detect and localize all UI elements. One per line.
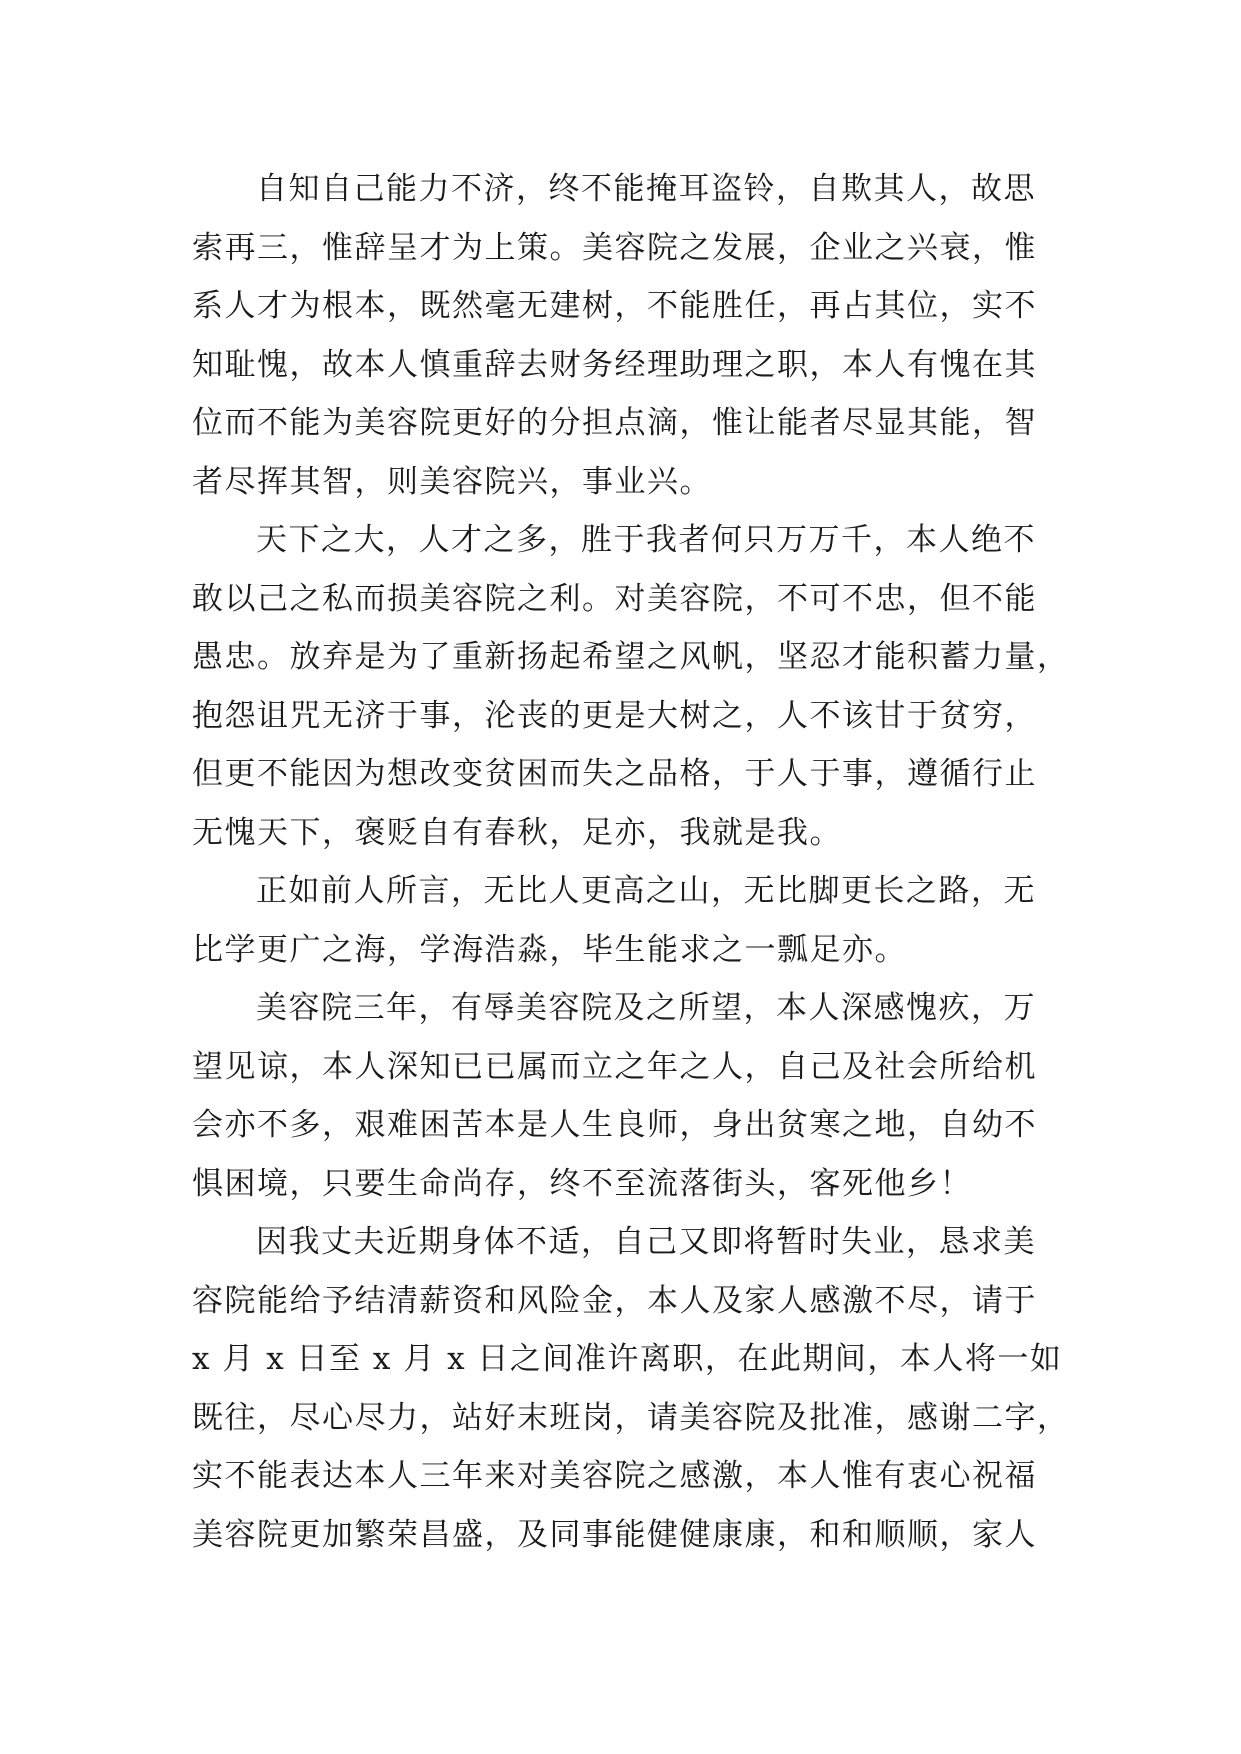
text-line: 自知自己能力不济，终不能掩耳盗铃，自欺其人，故思 <box>256 171 1036 207</box>
text-line: 知耻愧，故本人慎重辞去财务经理助理之职，本人有愧在其 <box>192 346 1037 383</box>
text-line: 美容院三年，有辱美容院及之所望，本人深感愧疚，万 <box>256 990 1036 1026</box>
text-line: 索再三，惟辞呈才为上策。美容院之发展，企业之兴衰，惟 <box>192 229 1037 266</box>
paragraph-1 <box>192 160 1052 511</box>
text-line: 容院能给予结清薪资和风险金，本人及家人感激不尽，请于 <box>192 1282 1037 1319</box>
text-line: 比学更广之海，学海浩淼，毕生能求之一瓢足亦。 <box>192 931 907 968</box>
paragraph-2 <box>192 511 1070 862</box>
text-line: 会亦不多，艰难困苦本是人生良师，身出贫寒之地，自幼不 <box>192 1107 1037 1143</box>
text-line: 天下之大，人才之多，胜于我者何只万万千，本人绝不 <box>256 522 1036 558</box>
text-line: 美容院更加繁荣昌盛，及同事能健健康康，和和顺顺，家人 <box>192 1516 1037 1553</box>
text-line: 实不能表达本人三年来对美容院之感激，本人惟有衷心祝福 <box>192 1458 1037 1494</box>
document-body <box>192 160 1070 1564</box>
text-line: 敢以己之私而损美容院之利。对美容院，不可不忠，但不能 <box>192 580 1037 617</box>
text-line: 愚忠。放弃是为了重新扬起希望之风帆，坚忍才能积蓄力量， <box>192 639 1070 675</box>
text-line: x 月 x 日至 x 月 x 日之间准许离职，在此期间，本人将一如 <box>192 1341 1063 1377</box>
paragraph-5 <box>192 1213 1070 1564</box>
text-line: 因我丈夫近期身体不适，自己又即将暂时失业，恳求美 <box>256 1224 1036 1260</box>
text-line: 者尽挥其智，则美容院兴，事业兴。 <box>192 463 712 500</box>
text-line: 无愧天下，褒贬自有春秋，足亦，我就是我。 <box>192 814 842 851</box>
text-line: 系人才为根本，既然毫无建树，不能胜任，再占其位，实不 <box>192 288 1037 324</box>
text-line: 抱怨诅咒无济于事，沦丧的更是大树之，人不该甘于贫穷， <box>192 697 1037 734</box>
text-line: 惧困境，只要生命尚存，终不至流落街头，客死他乡！ <box>192 1165 972 1202</box>
text-line: 望见谅，本人深知已已属而立之年之人，自己及社会所给机 <box>192 1048 1037 1085</box>
paragraph-3 <box>192 862 1052 979</box>
text-line: 位而不能为美容院更好的分担点滴，惟让能者尽显其能，智 <box>192 405 1037 441</box>
paragraph-4 <box>192 979 1052 1213</box>
text-line: 但更不能因为想改变贫困而失之品格，于人于事，遵循行止 <box>192 756 1037 792</box>
text-line: 正如前人所言，无比人更高之山，无比脚更长之路，无 <box>256 873 1036 909</box>
text-line: 既往，尽心尽力，站好末班岗，请美容院及批准，感谢二字， <box>192 1399 1070 1436</box>
